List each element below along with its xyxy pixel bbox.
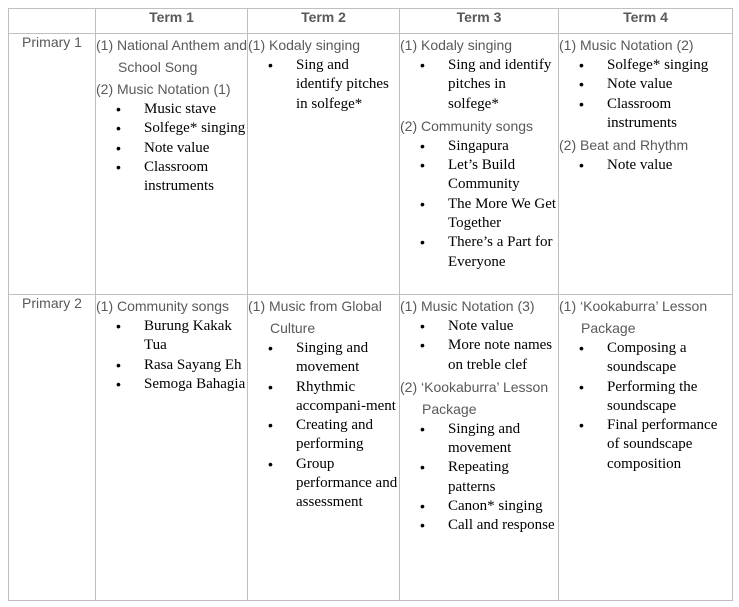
list-item: • Group performance and assessment (248, 455, 399, 513)
topic-item-list (248, 56, 399, 114)
list-item: • Call and response (400, 516, 558, 535)
topic-title: (1) Community songs (96, 298, 230, 314)
topic-item-list (96, 100, 247, 196)
table-row (9, 34, 733, 295)
list-item: • Rhythmic accompani-ment (248, 378, 399, 417)
list-item: • Creating and performing (248, 416, 399, 455)
list-item: • Burung Kakak Tua (96, 317, 247, 356)
topic-item-list (400, 56, 558, 114)
list-item: • Singing and movement (248, 339, 399, 378)
list-item: • Note value (559, 75, 732, 94)
term-cell (248, 34, 400, 295)
list-item: • There’s a Part for Everyone (400, 233, 558, 272)
topic-title: (1) Music from Global Culture (248, 298, 382, 336)
topic-item-list (400, 420, 558, 536)
list-item: • Semoga Bahagia (96, 375, 247, 394)
row-label: Primary 1 (9, 34, 96, 295)
list-item: • Singapura (400, 137, 558, 156)
topic-item-list (400, 137, 558, 272)
term-cell (400, 295, 559, 601)
term-cell (96, 34, 248, 295)
list-item: • Note value (96, 139, 247, 158)
topic-title: (1) Kodaly singing (248, 37, 361, 53)
list-item: • Solfege* singing (559, 56, 732, 75)
topic-title: (1) Music Notation (3) (400, 298, 535, 314)
term-cell (96, 295, 248, 601)
term-cell (559, 34, 733, 295)
topic-title: (2) Music Notation (1) (96, 81, 231, 97)
topic-title: (2) ‘Kookaburra’ Lesson Package (400, 378, 549, 417)
list-item: • Final performance of soundscape composition (559, 416, 732, 474)
header-row (9, 9, 733, 34)
list-item: • Repeating patterns (400, 458, 558, 497)
term-cell (400, 34, 559, 295)
list-item: • Composing a soundscape (559, 339, 732, 378)
topic-item-list (96, 317, 247, 394)
header-term-3: Term 3 (400, 9, 559, 34)
topic-item-list (559, 156, 732, 175)
header-term-4: Term 4 (559, 9, 733, 34)
topic-item-list (248, 339, 399, 513)
header-term-2: Term 2 (248, 9, 400, 34)
list-item: • Canon* singing (400, 497, 558, 516)
list-item: • Solfege* singing (96, 119, 247, 138)
list-item: • The More We Get Together (400, 195, 558, 234)
topic-title: (1) National Anthem and School Song (96, 37, 247, 75)
term-cell (559, 295, 733, 601)
list-item: • Note value (559, 156, 732, 175)
list-item: • Classroom instruments (559, 95, 732, 134)
list-item: • Sing and identify pitches in solfege* (248, 56, 399, 114)
topic-title: (2) Community songs (400, 117, 534, 134)
term-cell (248, 295, 400, 601)
list-item: • Rasa Sayang Eh (96, 356, 247, 375)
topic-item-list (559, 56, 732, 133)
header-term-1: Term 1 (96, 9, 248, 34)
table-row (9, 295, 733, 601)
music-curriculum-table (8, 8, 733, 601)
topic-item-list (559, 339, 732, 474)
list-item: • Sing and identify pitches in solfege* (400, 56, 558, 114)
topic-title: (2) Beat and Rhythm (559, 137, 689, 154)
header-corner (9, 9, 96, 34)
topic-title: (1) Kodaly singing (400, 37, 513, 53)
list-item: • More note names on treble clef (400, 336, 558, 375)
list-item: • Note value (400, 317, 558, 336)
list-item: • Singing and movement (400, 420, 558, 459)
topic-title: (1) Music Notation (2) (559, 37, 694, 53)
topic-item-list (400, 317, 558, 375)
list-item: • Let’s Build Community (400, 156, 558, 195)
list-item: • Music stave (96, 100, 247, 119)
row-label: Primary 2 (9, 295, 96, 601)
list-item: • Classroom instruments (96, 158, 247, 197)
topic-title: (1) ‘Kookaburra’ Lesson Package (559, 298, 708, 336)
list-item: • Performing the soundscape (559, 378, 732, 417)
